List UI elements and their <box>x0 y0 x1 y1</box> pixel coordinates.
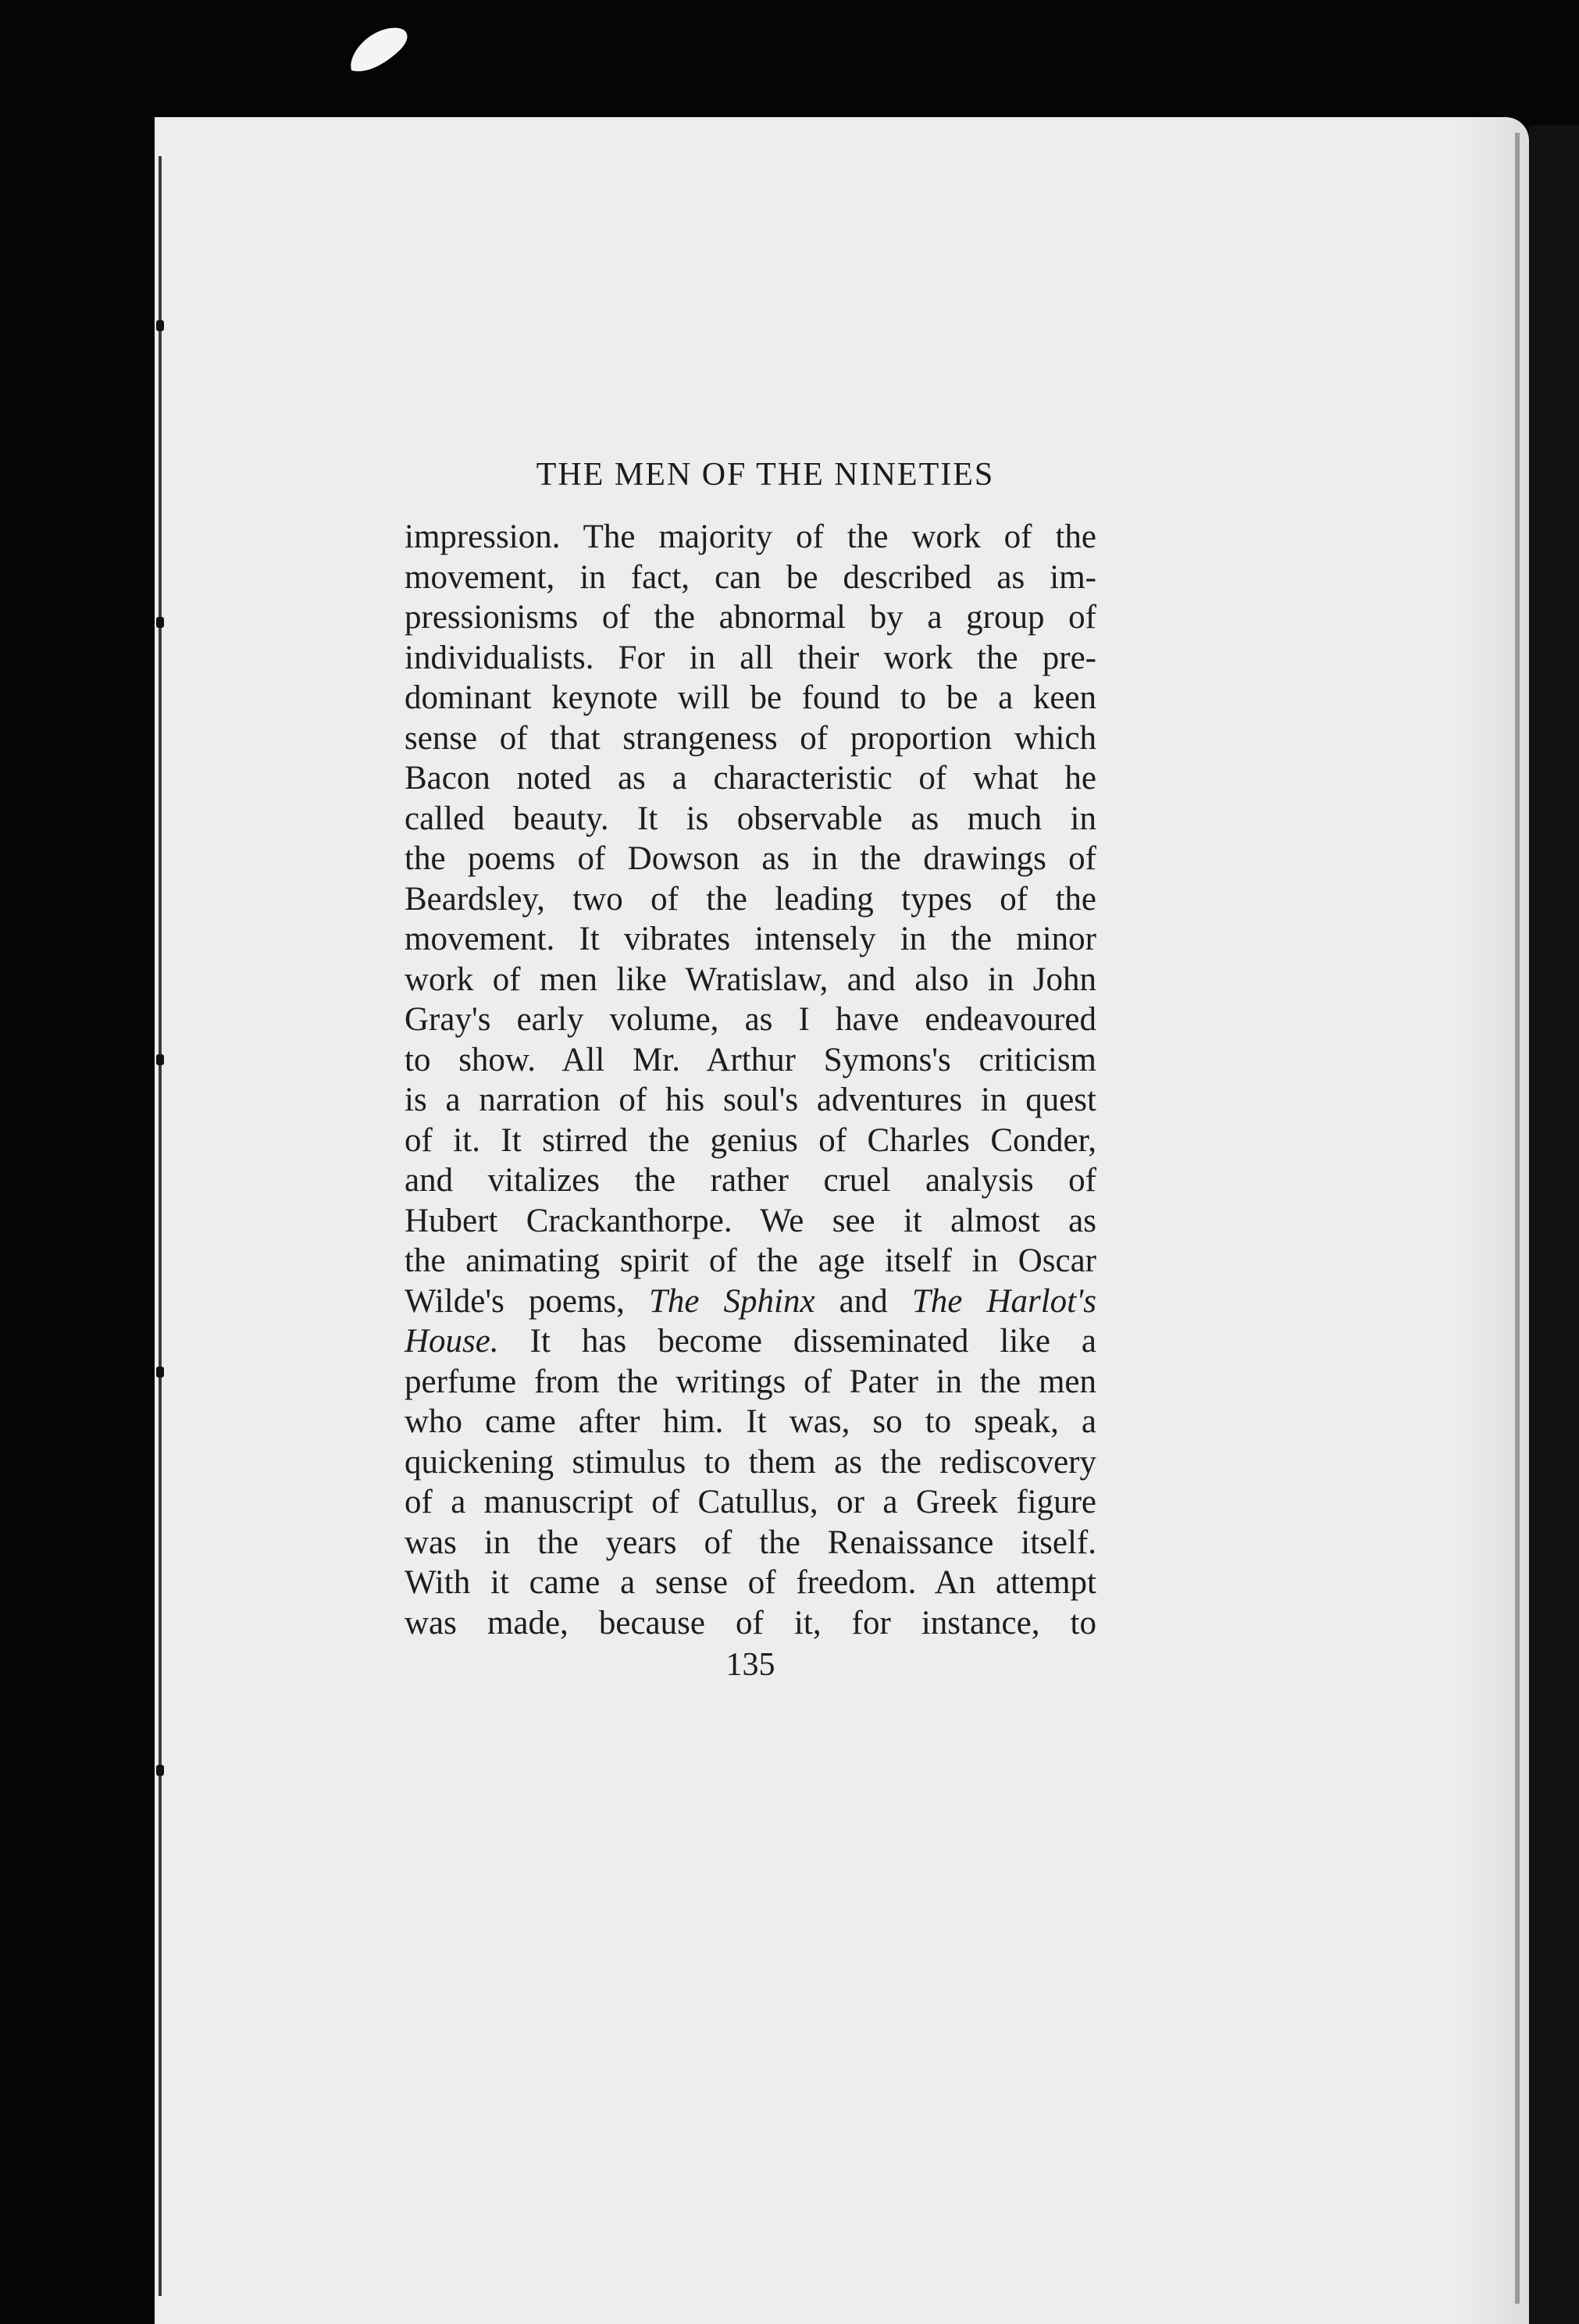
text-line: is a narration of his soul's adventures in quest <box>405 1082 1096 1118</box>
text-line: individualists. For in all their work the pre- <box>405 639 1096 676</box>
text-line: perfume from the writings of Pater in the men <box>405 1363 1096 1400</box>
text-line: to show. All Mr. Arthur Symons's criticism <box>405 1041 1096 1078</box>
text-line-with-title <box>405 1321 1096 1362</box>
text-fragment: Wilde's poems, <box>405 1282 625 1320</box>
text-line: was made, because of it, for instance, to <box>405 1604 1096 1641</box>
work-title: The Sphinx <box>648 1282 815 1320</box>
running-head: THE MEN OF THE NINETIES <box>536 457 995 493</box>
text-line: dominant keynote will be found to be a keen <box>405 679 1096 716</box>
text-line: movement. It vibrates intensely in the minor <box>405 921 1096 957</box>
work-title: House. <box>405 1323 499 1360</box>
page-right-edge-shadow <box>1529 125 1579 2324</box>
binding-gutter-line <box>159 156 162 2296</box>
text-line: called beauty. It is observable as much in <box>405 800 1096 837</box>
body-text <box>405 517 1096 1643</box>
binding-mark <box>156 1765 164 1776</box>
text-line: sense of that strangeness of proportion which <box>405 719 1096 757</box>
text-line: who came after him. It was, so to speak, a <box>405 1403 1096 1440</box>
text-line: was in the years of the Renaissance itself. <box>405 1524 1096 1561</box>
text-line: movement, in fact, can be described as im- <box>405 558 1096 596</box>
text-line: Bacon noted as a characteristic of what he <box>405 760 1096 797</box>
page-number: 135 <box>725 1647 775 1683</box>
text-line: With it came a sense of freedom. An attempt <box>405 1564 1096 1601</box>
page-edge-highlight <box>1515 133 1520 2304</box>
binding-mark <box>156 320 164 331</box>
text-line: Hubert Crackanthorpe. We see it almost as <box>405 1202 1096 1239</box>
text-fragment: and <box>839 1282 888 1320</box>
text-line-with-titles <box>405 1281 1096 1322</box>
text-line: pressionisms of the abnormal by a group of <box>405 599 1096 636</box>
text-line: the poems of Dowson as in the drawings of <box>405 840 1096 877</box>
text-line: the animating spirit of the age itself in Oscar <box>405 1242 1096 1279</box>
text-line: impression. The majority of the work of the <box>405 519 1096 555</box>
work-title: The Harlot's <box>911 1282 1097 1320</box>
binding-mark <box>156 1054 164 1065</box>
text-fragment: It has become disseminated like a <box>529 1323 1096 1360</box>
text-line: work of men like Wratislaw, and also in John <box>405 961 1096 998</box>
binding-mark <box>156 617 164 628</box>
text-line: Gray's early volume, as I have endeavoured <box>405 1001 1096 1038</box>
text-line: Beardsley, two of the leading types of the <box>405 880 1096 918</box>
text-line: of it. It stirred the genius of Charles Conder, <box>405 1121 1096 1159</box>
text-line: of a manuscript of Catullus, or a Greek figure <box>405 1484 1096 1520</box>
ink-blot-mark <box>344 23 414 78</box>
binding-mark <box>156 1367 164 1378</box>
text-line: and vitalizes the rather cruel analysis of <box>405 1162 1096 1199</box>
text-line: quickening stimulus to them as the rediscovery <box>405 1443 1096 1481</box>
